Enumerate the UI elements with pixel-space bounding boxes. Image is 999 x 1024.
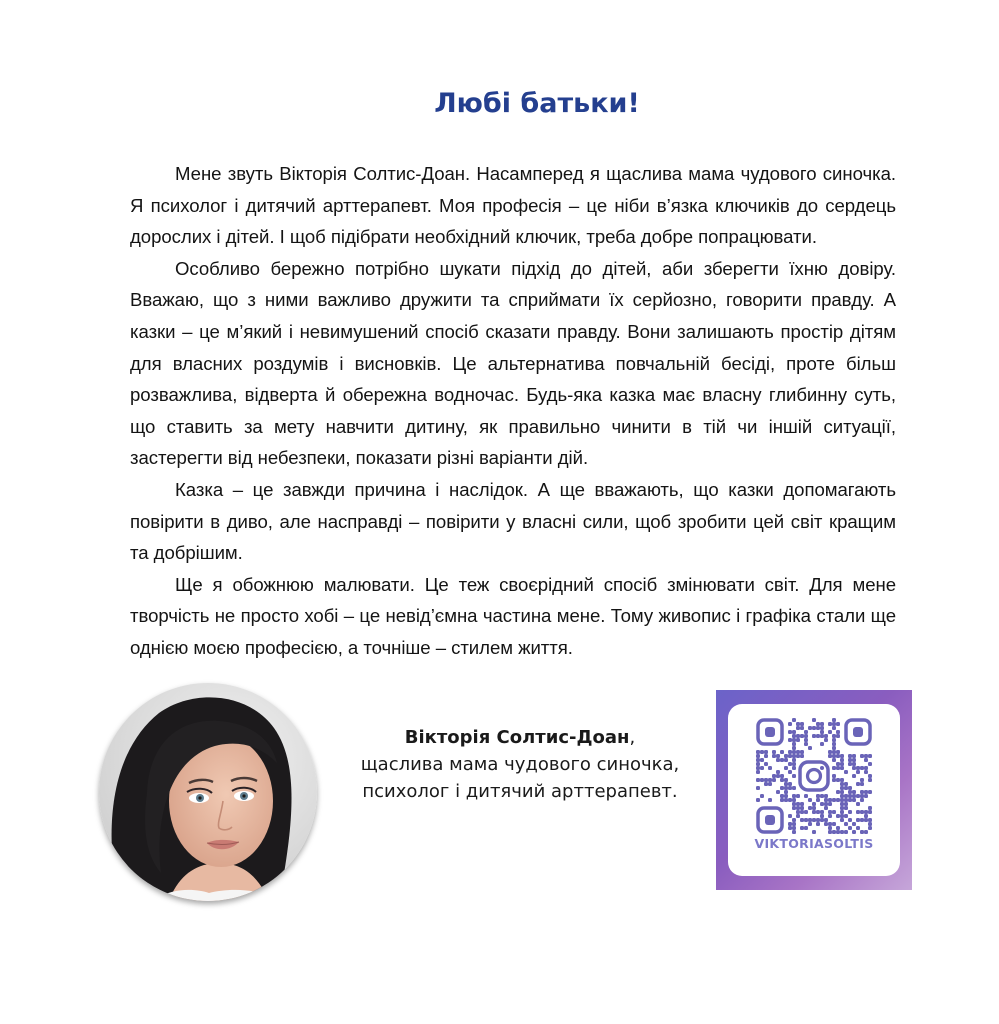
qr-module — [868, 774, 872, 778]
qr-module — [784, 798, 788, 802]
qr-module — [780, 750, 784, 754]
qr-module — [832, 798, 836, 802]
qr-module — [832, 726, 836, 730]
qr-module — [816, 734, 820, 738]
qr-module — [848, 826, 852, 830]
qr-module — [868, 822, 872, 826]
qr-module — [816, 818, 820, 822]
qr-module — [840, 758, 844, 762]
qr-module — [832, 830, 836, 834]
qr-module — [804, 818, 808, 822]
qr-finder-pattern — [758, 720, 782, 744]
qr-module — [860, 818, 864, 822]
qr-module — [828, 730, 832, 734]
qr-module — [792, 758, 796, 762]
qr-module — [788, 762, 792, 766]
qr-module — [860, 830, 864, 834]
qr-module — [808, 822, 812, 826]
paragraph: Особливо бережно потрібно шукати підхід до дітей, аби зберегти їхню довіру. Вважаю, що з ними важливо дружити та сприймати їх серйозно, говорити правду. А казки – це м’який і невимушений спосіб сказати правду. Вони залишають простір дітям для власних роздумів і висновків. Це альтернатива повчальній бесіді, проте більш розважлива, відверта й обережна водночас. Будь-яка казка має власну глибинну суть, що ставить за мету навчити дитину, як правильно чинити в тій чи іншій ситуації, застерегти від небезпеки, показати різні варіанти дій. — [130, 257, 896, 469]
letter-body — [130, 158, 896, 664]
qr-module — [844, 794, 848, 798]
qr-module — [836, 754, 840, 758]
qr-module — [848, 762, 852, 766]
qr-module — [824, 734, 828, 738]
qr-module — [836, 762, 840, 766]
qr-module — [844, 830, 848, 834]
author-caption — [335, 724, 705, 805]
qr-module — [840, 802, 844, 806]
qr-module — [860, 766, 864, 770]
qr-module — [844, 782, 848, 786]
qr-module — [756, 778, 760, 782]
paragraph: Ще я обожнюю малювати. Це теж своєрідний спосіб змінювати світ. Для мене творчість не просто хобі – це невід’ємна частина мене. Тому живопис і графіка стали ще однією моєю професією, а точніше – стилем життя. — [130, 573, 896, 658]
qr-module — [772, 750, 776, 754]
qr-module — [868, 818, 872, 822]
qr-module — [860, 798, 864, 802]
qr-module — [776, 754, 780, 758]
qr-module — [852, 822, 856, 826]
qr-module — [768, 798, 772, 802]
qr-module — [796, 806, 800, 810]
qr-module — [808, 818, 812, 822]
qr-module — [788, 798, 792, 802]
qr-module — [840, 762, 844, 766]
qr-module — [836, 830, 840, 834]
qr-module — [824, 802, 828, 806]
qr-module — [804, 794, 808, 798]
qr-module — [852, 774, 856, 778]
qr-module — [856, 782, 860, 786]
qr-module — [864, 766, 868, 770]
qr-module — [784, 754, 788, 758]
qr-module — [832, 718, 836, 722]
qr-module — [768, 778, 772, 782]
qr-module — [816, 798, 820, 802]
qr-module — [788, 722, 792, 726]
qr-module — [848, 794, 852, 798]
qr-module — [856, 810, 860, 814]
qr-module — [836, 798, 840, 802]
qr-module — [764, 762, 768, 766]
qr-finder-pattern — [846, 720, 870, 744]
qr-module — [852, 754, 856, 758]
qr-module — [800, 810, 804, 814]
qr-module — [868, 754, 872, 758]
author-profession: психолог і дитячий арттерапевт. — [362, 781, 678, 802]
qr-module — [812, 806, 816, 810]
qr-module — [836, 722, 840, 726]
qr-module — [796, 722, 800, 726]
qr-module — [832, 774, 836, 778]
qr-module — [836, 814, 840, 818]
qr-module — [844, 770, 848, 774]
qr-module — [756, 754, 760, 758]
qr-module — [828, 722, 832, 726]
qr-module — [784, 778, 788, 782]
qr-module — [824, 818, 828, 822]
qr-module — [820, 802, 824, 806]
qr-module — [820, 730, 824, 734]
qr-module — [792, 738, 796, 742]
qr-module — [832, 778, 836, 782]
qr-module — [852, 794, 856, 798]
qr-module — [780, 786, 784, 790]
qr-module — [852, 758, 856, 762]
qr-module — [836, 750, 840, 754]
qr-module — [792, 754, 796, 758]
qr-module — [792, 718, 796, 722]
qr-module — [756, 786, 760, 790]
qr-module — [852, 766, 856, 770]
qr-module — [836, 734, 840, 738]
qr-module — [780, 778, 784, 782]
qr-module — [820, 742, 824, 746]
qr-module — [760, 794, 764, 798]
portrait-illustration — [99, 683, 317, 901]
qr-finder-pattern — [758, 808, 782, 832]
qr-module — [800, 734, 804, 738]
qr-module — [844, 802, 848, 806]
qr-module — [816, 794, 820, 798]
instagram-handle: VIKTORIASOLTIS — [754, 836, 874, 851]
qr-module — [848, 754, 852, 758]
qr-module — [756, 766, 760, 770]
qr-module — [792, 746, 796, 750]
qr-module — [796, 810, 800, 814]
qr-module — [840, 778, 844, 782]
qr-module — [792, 774, 796, 778]
qr-module — [848, 810, 852, 814]
qr-module — [864, 770, 868, 774]
qr-module — [788, 754, 792, 758]
qr-module — [832, 738, 836, 742]
qr-module — [804, 810, 808, 814]
qr-module — [864, 758, 868, 762]
qr-module — [840, 766, 844, 770]
qr-module — [848, 798, 852, 802]
qr-module — [868, 826, 872, 830]
qr-module — [852, 830, 856, 834]
qr-module — [804, 738, 808, 742]
qr-module — [836, 730, 840, 734]
qr-module — [760, 758, 764, 762]
qr-module — [808, 798, 812, 802]
qr-module — [796, 734, 800, 738]
qr-module — [860, 754, 864, 758]
author-description: щаслива мама чудового синочка, — [360, 754, 680, 775]
qr-module — [864, 814, 868, 818]
qr-module — [760, 766, 764, 770]
qr-module — [828, 826, 832, 830]
qr-module — [864, 818, 868, 822]
qr-module — [832, 742, 836, 746]
qr-module — [820, 734, 824, 738]
qr-module — [796, 738, 800, 742]
qr-module — [776, 770, 780, 774]
qr-module — [768, 782, 772, 786]
qr-module — [792, 730, 796, 734]
qr-module — [816, 810, 820, 814]
qr-module — [792, 802, 796, 806]
qr-module — [840, 810, 844, 814]
qr-module — [824, 798, 828, 802]
qr-module — [792, 762, 796, 766]
qr-module — [800, 806, 804, 810]
qr-module — [784, 766, 788, 770]
qr-module — [764, 750, 768, 754]
qr-module — [808, 806, 812, 810]
qr-module — [764, 754, 768, 758]
qr-module — [832, 746, 836, 750]
qr-module — [820, 726, 824, 730]
qr-module — [792, 826, 796, 830]
qr-module — [796, 794, 800, 798]
qr-module — [820, 810, 824, 814]
qr-module — [812, 802, 816, 806]
qr-module — [760, 750, 764, 754]
qr-module — [852, 762, 856, 766]
qr-module — [756, 770, 760, 774]
qr-module — [756, 758, 760, 762]
qr-module — [804, 730, 808, 734]
qr-module — [860, 782, 864, 786]
qr-module — [780, 774, 784, 778]
page-title: Любі батьки! — [434, 88, 640, 119]
qr-module — [792, 786, 796, 790]
qr-module — [840, 830, 844, 834]
qr-module — [852, 790, 856, 794]
qr-module — [840, 754, 844, 758]
qr-module — [864, 790, 868, 794]
qr-module — [792, 830, 796, 834]
qr-module — [788, 782, 792, 786]
qr-module — [784, 758, 788, 762]
qr-module — [844, 806, 848, 810]
qr-module — [844, 822, 848, 826]
instagram-icon — [800, 762, 828, 790]
qr-module — [772, 754, 776, 758]
qr-module — [788, 786, 792, 790]
qr-module — [804, 826, 808, 830]
qr-module — [820, 818, 824, 822]
qr-module — [848, 786, 852, 790]
qr-module — [856, 818, 860, 822]
qr-module — [868, 806, 872, 810]
qr-module — [796, 814, 800, 818]
qr-module — [812, 734, 816, 738]
qr-module — [812, 718, 816, 722]
qr-module — [868, 778, 872, 782]
qr-module — [856, 802, 860, 806]
qr-module — [796, 726, 800, 730]
qr-module — [832, 754, 836, 758]
qr-module — [776, 758, 780, 762]
qr-module — [804, 742, 808, 746]
qr-module — [836, 778, 840, 782]
qr-module — [800, 754, 804, 758]
qr-module — [792, 818, 796, 822]
qr-module — [828, 830, 832, 834]
qr-module — [832, 750, 836, 754]
qr-module — [828, 814, 832, 818]
qr-module — [800, 722, 804, 726]
qr-module — [832, 822, 836, 826]
qr-module — [824, 822, 828, 826]
paragraph: Мене звуть Вікторія Солтис-Доан. Насамперед я щаслива мама чудового синочка. Я психолог і дитячий арттерапевт. Моя професія – це ніби в’язка ключиків до сердець дорослих і дітей. І щоб підібрати необхідний ключик, треба добре попрацювати. — [130, 163, 896, 248]
qr-module — [824, 794, 828, 798]
qr-module — [784, 786, 788, 790]
qr-module — [784, 790, 788, 794]
qr-module — [756, 798, 760, 802]
qr-module — [812, 830, 816, 834]
qr-module — [792, 822, 796, 826]
qr-module — [864, 810, 868, 814]
author-name: Вікторія Солтис-Доан — [404, 727, 630, 748]
instagram-qr-card[interactable] — [716, 690, 912, 890]
qr-module — [856, 826, 860, 830]
qr-module — [804, 734, 808, 738]
qr-module — [800, 802, 804, 806]
qr-module — [780, 794, 784, 798]
qr-module — [852, 798, 856, 802]
qr-module — [800, 750, 804, 754]
qr-module — [788, 822, 792, 826]
qr-module — [840, 786, 844, 790]
qr-module — [812, 810, 816, 814]
qr-module — [840, 782, 844, 786]
author-name-line — [335, 724, 705, 751]
qr-module — [824, 806, 828, 810]
qr-module — [772, 778, 776, 782]
qr-module — [756, 750, 760, 754]
qr-module — [832, 766, 836, 770]
qr-module — [836, 790, 840, 794]
qr-module — [856, 766, 860, 770]
qr-module — [864, 754, 868, 758]
qr-module — [856, 770, 860, 774]
qr-module — [788, 826, 792, 830]
qr-module — [864, 830, 868, 834]
qr-module — [840, 794, 844, 798]
qr-module — [788, 738, 792, 742]
qr-module — [840, 818, 844, 822]
qr-module — [820, 814, 824, 818]
qr-module — [808, 746, 812, 750]
qr-code — [756, 718, 872, 834]
qr-module — [828, 798, 832, 802]
qr-module — [816, 822, 820, 826]
qr-module — [864, 794, 868, 798]
qr-module — [860, 810, 864, 814]
qr-module — [784, 794, 788, 798]
qr-module — [780, 758, 784, 762]
qr-module — [788, 770, 792, 774]
qr-module — [792, 794, 796, 798]
qr-module — [788, 814, 792, 818]
qr-module — [832, 734, 836, 738]
qr-module — [792, 806, 796, 810]
qr-module — [816, 726, 820, 730]
qr-module — [860, 794, 864, 798]
qr-module — [844, 798, 848, 802]
qr-module — [756, 762, 760, 766]
qr-module — [868, 810, 872, 814]
qr-module — [812, 818, 816, 822]
qr-module — [800, 826, 804, 830]
qr-module — [848, 818, 852, 822]
qr-module — [824, 738, 828, 742]
qr-module — [768, 766, 772, 770]
qr-module — [828, 754, 832, 758]
qr-module — [760, 778, 764, 782]
qr-module — [840, 790, 844, 794]
qr-module — [840, 798, 844, 802]
qr-module — [776, 790, 780, 794]
qr-module — [820, 722, 824, 726]
qr-module — [848, 758, 852, 762]
qr-module — [812, 726, 816, 730]
qr-module — [796, 802, 800, 806]
paragraph: Казка – це завжди причина і наслідок. А ще вважають, що казки допомагають повірити в диво, але насправді – повірити у власні сили, щоб зробити цей світ кращим та добрішим. — [130, 478, 896, 564]
qr-module — [832, 722, 836, 726]
qr-module — [792, 798, 796, 802]
qr-module — [808, 726, 812, 730]
qr-module — [792, 750, 796, 754]
qr-module — [856, 794, 860, 798]
qr-code-panel — [728, 704, 900, 876]
qr-module — [776, 774, 780, 778]
qr-module — [792, 742, 796, 746]
qr-module — [796, 750, 800, 754]
qr-module — [780, 798, 784, 802]
qr-module — [792, 734, 796, 738]
author-name-suffix: , — [629, 727, 636, 748]
qr-module — [788, 730, 792, 734]
qr-module — [820, 794, 824, 798]
qr-module — [848, 790, 852, 794]
qr-module — [840, 806, 844, 810]
qr-module — [868, 762, 872, 766]
author-portrait — [99, 683, 317, 901]
qr-module — [832, 810, 836, 814]
qr-module — [784, 782, 788, 786]
qr-module — [764, 782, 768, 786]
qr-module — [836, 826, 840, 830]
qr-module — [792, 766, 796, 770]
qr-module — [868, 790, 872, 794]
qr-module — [828, 802, 832, 806]
qr-module — [860, 790, 864, 794]
qr-module — [828, 822, 832, 826]
qr-module — [816, 722, 820, 726]
qr-module — [828, 810, 832, 814]
qr-module — [844, 814, 848, 818]
qr-module — [796, 754, 800, 758]
qr-module — [788, 750, 792, 754]
qr-module — [800, 818, 804, 822]
qr-module — [836, 766, 840, 770]
qr-module — [832, 758, 836, 762]
qr-module — [764, 778, 768, 782]
qr-module — [844, 786, 848, 790]
qr-module — [840, 814, 844, 818]
qr-module — [800, 726, 804, 730]
qr-module — [860, 778, 864, 782]
qr-module — [828, 750, 832, 754]
qr-module — [772, 774, 776, 778]
